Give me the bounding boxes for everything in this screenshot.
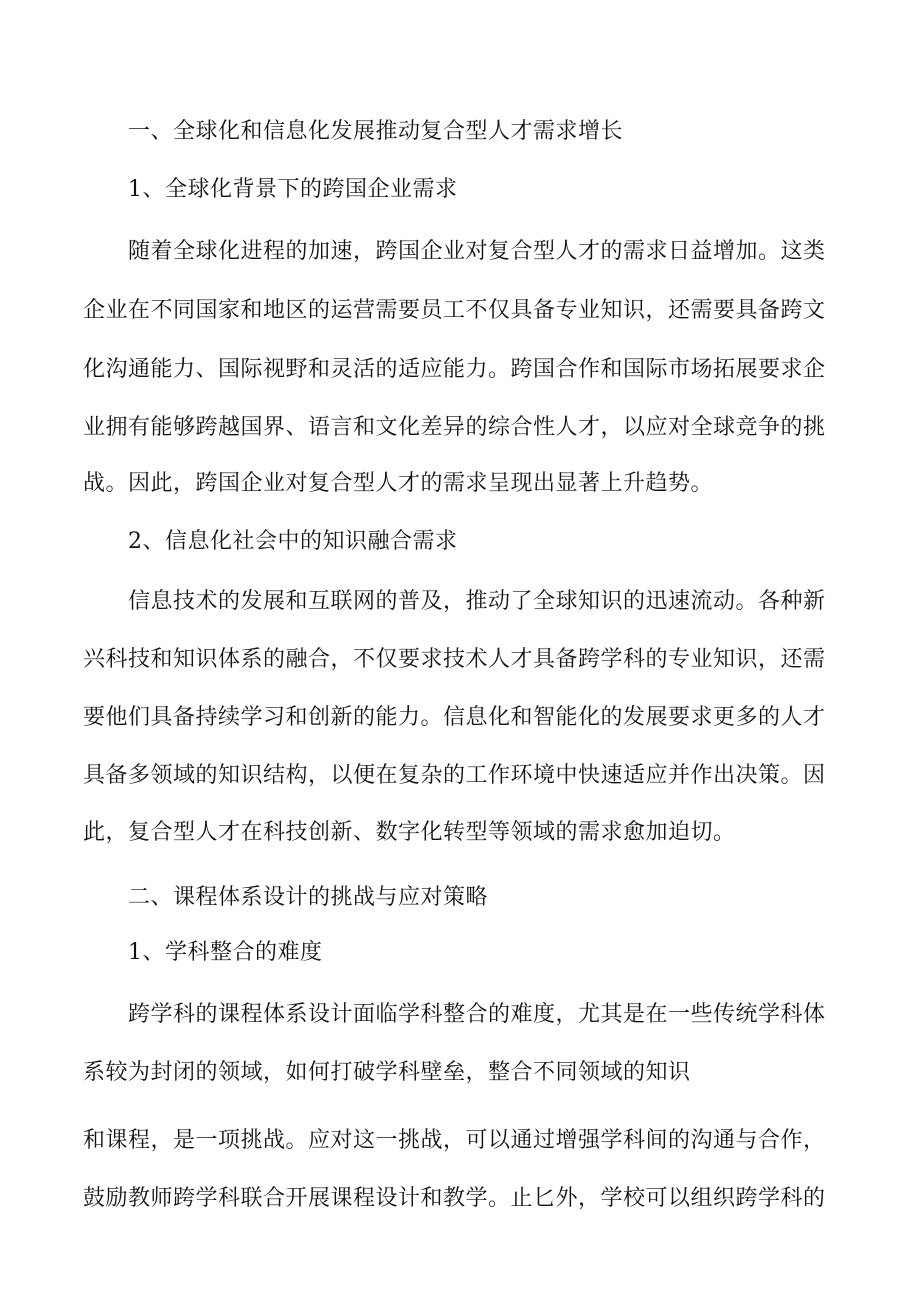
section-1-heading: 一、全球化和信息化发展推动复合型人才需求增长 (128, 119, 624, 144)
paragraph-line: 具备多领域的知识结构，以便在复杂的工作环境中快速适应并作出决策。因 (83, 763, 826, 788)
section-2-heading: 二、课程体系设计的挑战与应对策略 (128, 885, 489, 910)
paragraph-line: 跨学科的课程体系设计面临学科整合的难度，尤其是在一些传统学科体 (128, 1002, 826, 1027)
subsection-1-1-heading: 1、全球化背景下的跨国企业需求 (128, 177, 458, 202)
subsection-2-1-heading: 1、学科整合的难度 (128, 940, 323, 965)
paragraph-line: 要他们具备持续学习和创新的能力。信息化和智能化的发展要求更多的人才 (83, 705, 826, 730)
paragraph-line: 和课程，是一项挑战。应对这一挑战，可以通过增强学科间的沟通与合作， (83, 1128, 826, 1153)
paragraph-line: 兴科技和知识体系的融合，不仅要求技术人才具备跨学科的专业知识，还需 (83, 647, 826, 672)
paragraph-line: 业拥有能够跨越国界、语言和文化差异的综合性人才，以应对全球竞争的挑 (83, 415, 826, 440)
paragraph-line: 随着全球化进程的加速，跨国企业对复合型人才的需求日益增加。这类 (128, 239, 826, 264)
paragraph-line: 此，复合型人才在科技创新、数字化转型等领域的需求愈加迫切。 (83, 820, 736, 845)
paragraph-line: 战。因此，跨国企业对复合型人才的需求呈现出显著上升趋势。 (83, 471, 714, 496)
paragraph-line: 化沟通能力、国际视野和灵活的适应能力。跨国合作和国际市场拓展要求企 (83, 357, 826, 382)
subsection-1-2-heading: 2、信息化社会中的知识融合需求 (128, 529, 458, 554)
paragraph-line: 信息技术的发展和互联网的普及，推动了全球知识的迅速流动。各种新 (128, 589, 826, 614)
paragraph-line: 系较为封闭的领域，如何打破学科壁垒，整合不同领域的知识 (83, 1060, 691, 1085)
paragraph-line: 企业在不同国家和地区的运营需要员工不仅具备专业知识，还需要具备跨文 (83, 298, 826, 323)
paragraph-line: 鼓励教师跨学科联合开展课程设计和教学。止匕外，学校可以组织跨学科的 (83, 1186, 826, 1211)
